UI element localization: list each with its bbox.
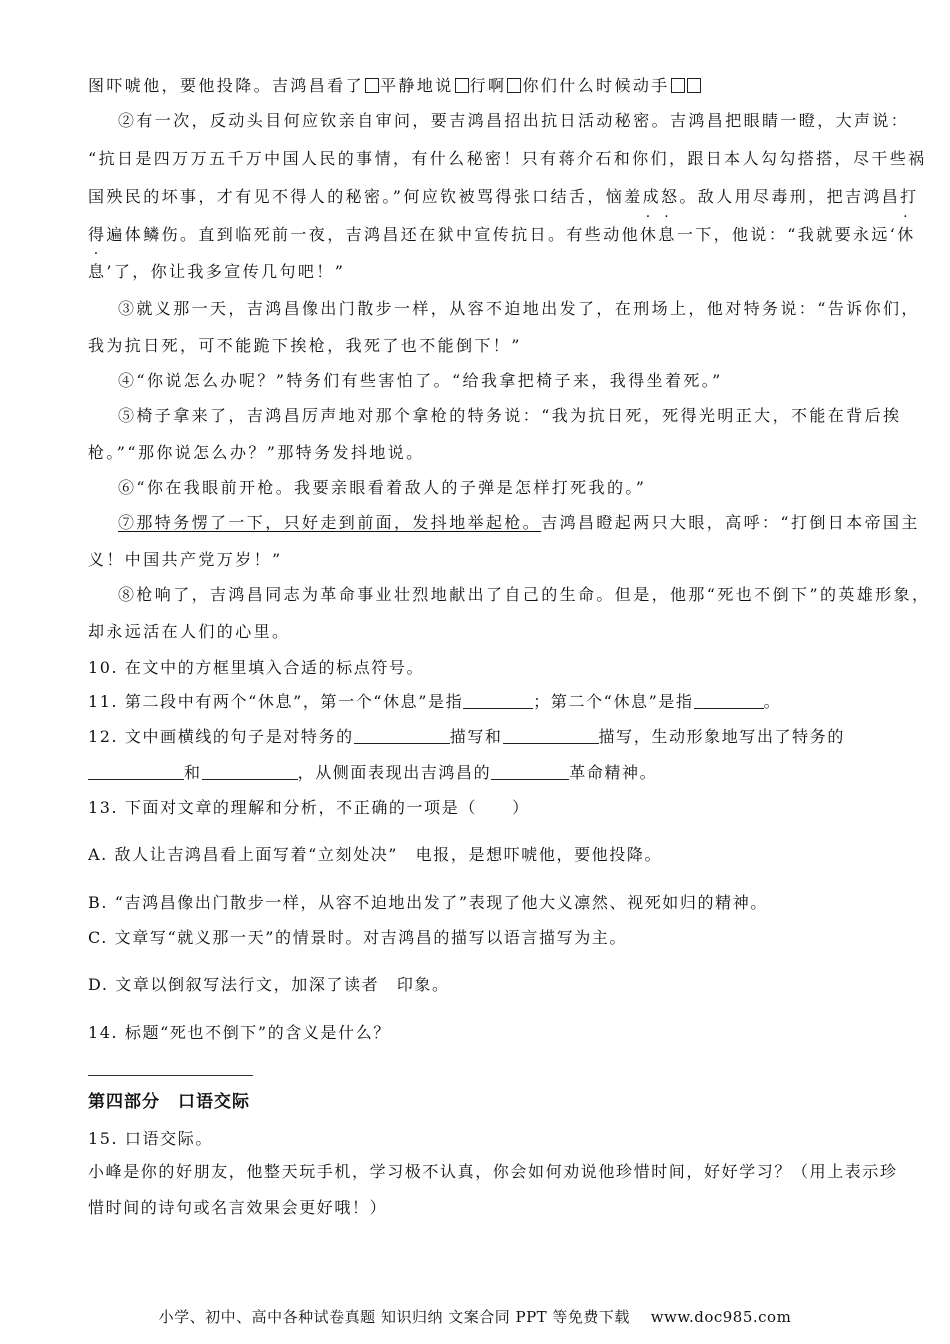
punctuation-box[interactable] — [365, 78, 379, 93]
passage-p2-line-2: “抗日是四万万五千万中国人民的事情，有什么秘密！只有蒋介石和你们，跟日本人勾勾搭搭，尽干些祸 — [88, 149, 927, 168]
punctuation-box[interactable] — [455, 78, 469, 93]
option-a[interactable]: A. 敌人让吉鸿昌看上面写着“立刻处决” 电报，是想吓唬他，要他投降。 — [88, 845, 663, 864]
passage-p7-line-1 — [118, 512, 920, 534]
answer-blank[interactable] — [491, 763, 569, 780]
passage-p8-line-1: ⑧枪响了，吉鸿昌同志为革命事业壮烈地献出了自己的生命。但是，他那“死也不倒下”的英雄形象， — [118, 585, 931, 604]
question-13-stem: 13. 下面对文章的理解和分析，不正确的一项是（ ） — [88, 798, 530, 817]
passage-line-1 — [88, 75, 702, 97]
passage-p6: ⑥“你在我眼前开枪。我要亲眼看着敌人的子弹是怎样打死我的。” — [118, 478, 647, 497]
option-b[interactable]: B. “吉鸿昌像出门散步一样，从容不迫地出发了”表现了他大义凛然、视死如归的精神。 — [88, 893, 768, 912]
passage-p8-line-2: 却永远活在人们的心里。 — [88, 622, 291, 641]
passage-p2-line-5 — [88, 261, 345, 283]
question-text: 11. 第二段中有两个“休息”，第一个“休息”是指 — [88, 692, 464, 711]
option-d[interactable]: D. 文章以倒叙写法行文，加深了读者 印象。 — [88, 975, 450, 994]
passage-p2-line-3: 国殃民的坏事，才有见不得人的秘密。”何应钦被骂得张口结舌，恼羞成怒。敌人用尽毒刑，把吉鸿昌打 — [88, 187, 919, 206]
passage-text: ’了，你让我多宣传几句吧！” — [106, 262, 346, 281]
emphasis-char: 息 — [88, 262, 107, 281]
section-4-title: 第四部分 口语交际 — [88, 1092, 250, 1112]
question-text: 革命精神。 — [569, 763, 658, 782]
question-10: 10. 在文中的方框里填入合适的标点符号。 — [88, 658, 425, 677]
page-footer: 小学、初中、高中各种试卷真题 知识归纳 文案合同 PPT 等免费下载 www.doc985.com — [158, 1308, 792, 1326]
passage-text: 行啊 — [469, 76, 507, 95]
passage-p5-line-1: ⑤椅子拿来了，吉鸿昌厉声地对那个拿枪的特务说：“我为抗日死，死得光明正大，不能在背后挨 — [118, 406, 902, 425]
question-text: ；第二个“休息”是指 — [533, 692, 694, 711]
passage-p3-line-2: 我为抗日死，可不能跪下挨枪，我死了也不能倒下！” — [88, 336, 522, 355]
answer-blank[interactable] — [202, 763, 298, 780]
question-text: 描写和 — [449, 727, 503, 746]
passage-p4: ④“你说怎么办呢？”特务们有些害怕了。“给我拿把椅子来，我得坐着死。” — [118, 371, 723, 390]
passage-p5-line-2: 枪。”“那你说怎么办？”那特务发抖地说。 — [88, 443, 425, 462]
option-c[interactable]: C. 文章写“就义那一天”的情景时。对吉鸿昌的描写以语言描写为主。 — [88, 928, 628, 947]
question-12-line-2 — [88, 762, 657, 784]
answer-blank[interactable] — [503, 727, 599, 744]
answer-blank[interactable] — [354, 727, 450, 744]
underlined-sentence: ⑦那特务愣了一下，只好走到前面，发抖地举起枪。 — [118, 513, 542, 532]
emphasis-char: 息 — [658, 225, 677, 244]
passage-text: 一下，他说：“我就要永远‘ — [676, 225, 898, 244]
punctuation-box[interactable] — [507, 78, 521, 93]
question-15-prompt-line-2: 惜时间的诗句或名言效果会更好哦！） — [88, 1198, 388, 1217]
question-text: 和 — [184, 763, 202, 782]
question-text: 12. 文中画横线的句子是对特务的 — [88, 727, 354, 746]
passage-p3-line-1: ③就义那一天，吉鸿昌像出门散步一样，从容不迫地出发了，在刑场上，他对特务说：“告诉你们， — [118, 299, 920, 318]
question-15-prompt-line-1: 小峰是你的好朋友，他整天玩手机，学习极不认真，你会如何劝说他珍惜时间，好好学习？（用上表示珍 — [88, 1162, 898, 1181]
passage-text: 得遍体鳞伤。直到临死前一夜，吉鸿昌还在狱中宣传抗日。有些动他 — [88, 225, 641, 244]
answer-line[interactable] — [88, 1075, 253, 1076]
question-text: ，从侧面表现出吉鸿昌的 — [297, 763, 492, 782]
punctuation-box[interactable] — [687, 78, 701, 93]
question-15: 15. 口语交际。 — [88, 1129, 213, 1148]
passage-text: 平静地说 — [380, 76, 454, 95]
question-12-line-1 — [88, 726, 845, 748]
passage-text: 你们什么时候动手 — [522, 76, 670, 95]
question-text: 。 — [763, 692, 782, 711]
question-11 — [88, 691, 781, 713]
question-14: 14. 标题“死也不倒下”的含义是什么？ — [88, 1023, 391, 1042]
answer-blank[interactable] — [694, 692, 764, 709]
passage-text: 吉鸿昌瞪起两只大眼，高呼：“打倒日本帝国主 — [541, 513, 920, 532]
emphasis-char: 休 — [897, 225, 916, 244]
question-text: 描写，生动形象地写出了特务的 — [598, 727, 845, 746]
passage-p2-line-4 — [88, 224, 916, 246]
passage-p2-line-1: ②有一次，反动头目何应钦亲自审问，要吉鸿昌招出抗日活动秘密。吉鸿昌把眼睛一瞪，大声说： — [118, 111, 910, 130]
answer-blank[interactable] — [88, 763, 184, 780]
passage-text: 图吓唬他，要他投降。吉鸿昌看了 — [88, 76, 365, 95]
punctuation-box[interactable] — [671, 78, 685, 93]
passage-p7-line-2: 义！中国共产党万岁！” — [88, 550, 283, 569]
answer-blank[interactable] — [463, 692, 533, 709]
emphasis-char: 休 — [640, 225, 659, 244]
